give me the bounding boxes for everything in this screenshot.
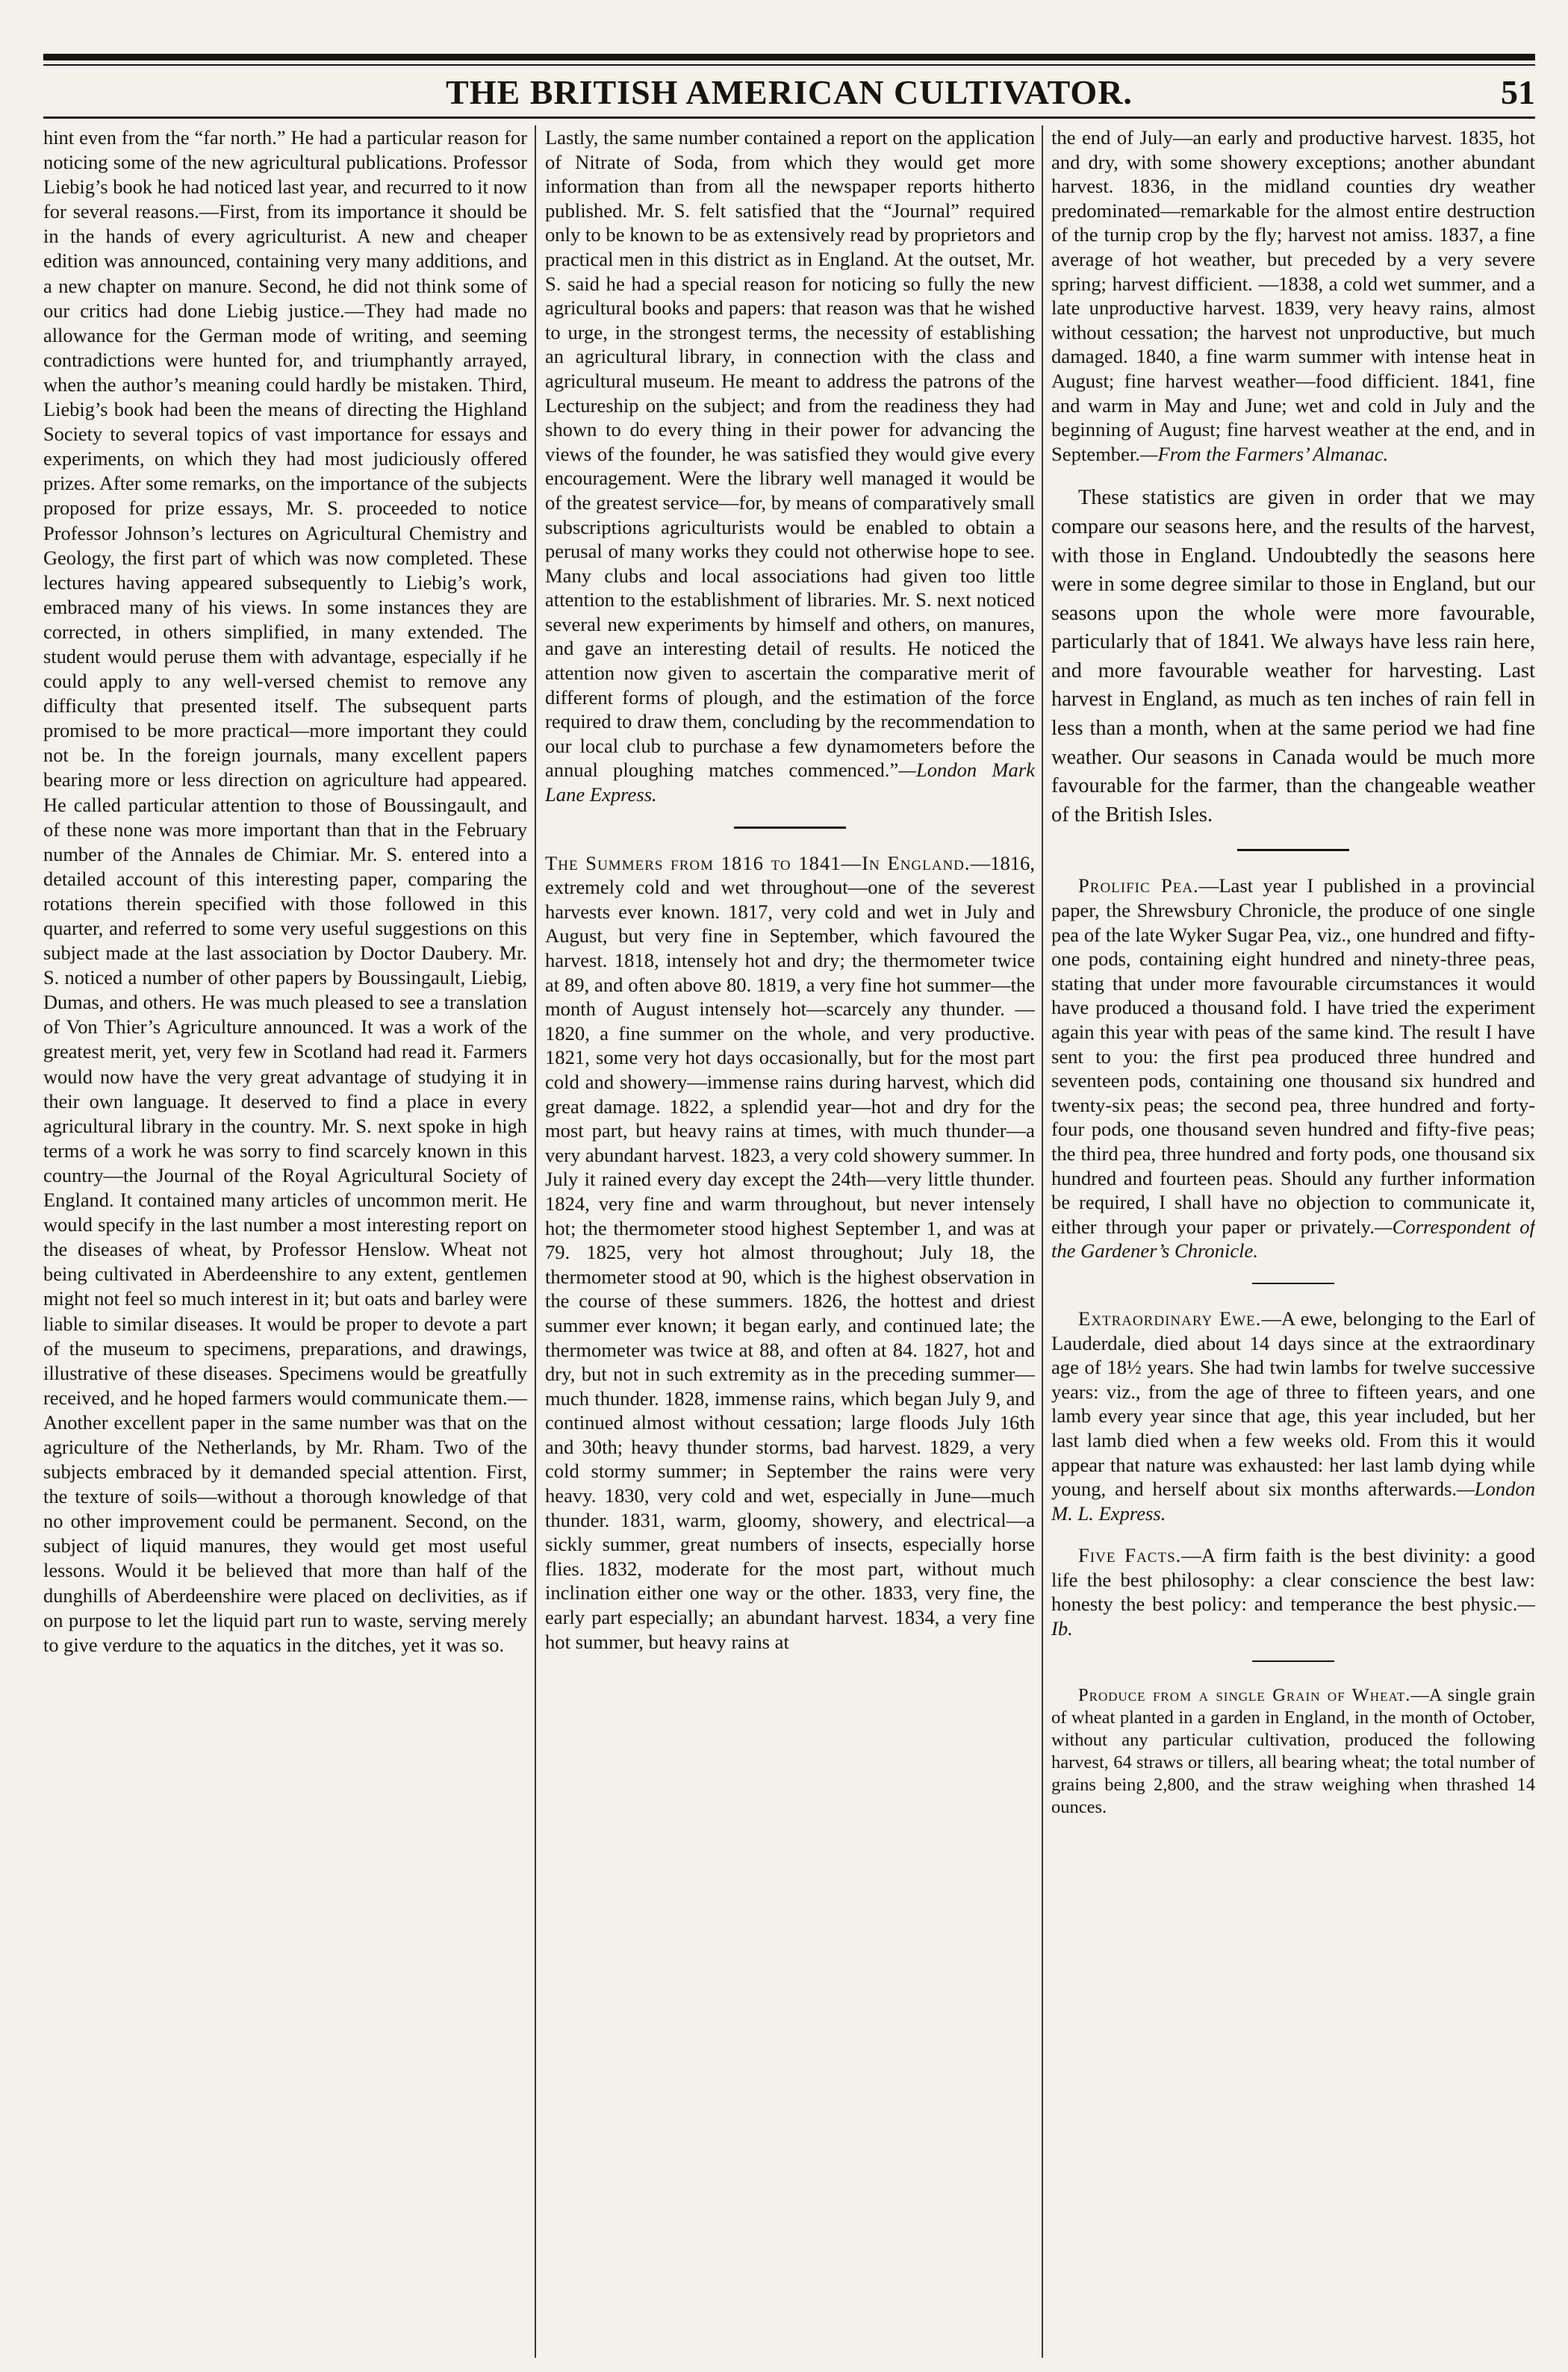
article-summers-continued [1051,125,1535,466]
header-rule-bottom [43,116,1535,119]
wheat-heading: Produce from a single Grain of Wheat. [1078,1684,1411,1705]
header-rule-top [43,54,1535,60]
column-3 [1051,125,1535,2358]
separator [1252,1660,1334,1662]
ewe-source: —London M. L. Express. [1051,1478,1535,1525]
summers-continued-text [1051,125,1535,466]
page-header [43,72,1535,113]
column-2 [545,125,1035,2358]
header-rule-top-thin [43,64,1535,66]
summers-heading: The Summers from 1816 to 1841—In England. [545,851,971,874]
column-rule-1 [535,125,536,2358]
pea-body: —Last year I published in a provincial paper, the Shrewsbury Chronicle, the produce of one single pea of the late Wyker Sugar Pea, viz., one hundred and fifty-one pods, containing eight hundred and ninety-three peas, stating that under more favourable circumstances it would have produced a thousand fold. I have tried the experiment again this year with peas of the same kind. The result I have sent to you: the first pea produced three hundred and seventeen pods, containing one thousand six hundred and twenty-six peas; the second pea, three hundred and forty-four pods, one thousand seven hundred and fifty-five peas; the third pea, three hundred and forty pods, one thousand six hundred and fourteen peas. Should any further information be required, I shall have no objection to communicate it, either through your paper or privately. [1051,874,1535,1238]
page-number: 51 [1501,73,1535,111]
nitrate-body: Lastly, the same number contained a report on the application of Nitrate of Soda, from which they would get more information than from all the newspaper reports hitherto published. Mr. S. felt satisfied that the “Journal” required only to be known to be as extensively read by proprietors and practical men in this district as in England. At the outset, Mr. S. said he had a special reason for noticing so fully the new agricultural books and papers: that reason was that he wished to urge, in the strongest terms, the necessity of establishing an agricultural library, in connection with the class and agricultural museum. He meant to address the patrons of the Lectureship on the subject; and from the readiness they had shown to do every thing in their power for advancing the views of the founder, he was satisfied they would give every encouragement. Were the library well managed it would be of the greatest service—for, by means of comparatively small subscriptions agriculturists would be enabled to obtain a perusal of many works they could not otherwise hope to see. Many clubs and local associations had given too little attention to the establishment of libraries. Mr. S. next noticed several new experiments by himself and others, on manures, and gave an interesting detail of results. He noticed the attention now given to ascertain the comparative merit of different forms of plough, and the estimation of the force required to draw them, concluding by the recommendation to our local club to purchase a few dynamometers before the annual ploughing matches commenced.” [545,126,1035,782]
ewe-body: —A ewe, belonging to the Earl of Lauderdale, died about 14 days since at the extraordinary age of 18½ years. She had twin lambs for twelve successive years: viz., from the age of three to fifteen years, and one lamb every year since that age, this year included, but her last lamb died when a few weeks old. From this it would appear that nature was exhausted: her last lamb dying while young, and herself about six months afterwards. [1051,1307,1535,1501]
pea-source: —Correspondent of the Gardener’s Chronicle. [1051,1215,1535,1263]
separator [1237,849,1349,851]
ewe-text [1051,1307,1535,1525]
article-prolific-pea [1051,874,1535,1263]
summers-text [545,851,1035,1655]
summers-body: —1816, extremely cold and wet throughout—one of the severest harvests ever known. 1817, very cold and wet in July and August, but very fine in September, which favoured the harvest. 1818, intensely hot and dry; the thermometer twice at 89, and often above 80. 1819, a very fine hot summer—the month of August intensely hot—scarcely any thunder. —1820, a fine summer on the whole, and very productive. 1821, some very hot days occasionally, but for the most part cold and showery—immense rains during harvest, which did great damage. 1822, a splendid year—hot and dry for the most part, but heavy rains at times, with much thunder—a very abundant harvest. 1823, a very cold showery summer. In July it rained every day except the 24th—very little thunder. 1824, very fine and warm throughout, but never intensely hot; the thermometer stood highest September 1, and was at 79. 1825, very hot almost throughout; July 18, the thermometer stood at 90, which is the highest observation in the course of these summers. 1826, the hottest and driest summer ever known; it began early, and continued late; the thermometer was twice at 88, and often at 84. 1827, hot and dry, but not in such extremity as in the preceding summer—much thunder. 1828, immense rains, which began July 9, and continued almost without cessation; large floods July 16th and 30th; heavy thunder storms, bad harvest. 1829, a very cold stormy summer; in September the rains were very heavy. 1830, very cold and wet, especially in June—much thunder. 1831, warm, gloomy, showery, and electrical—a sickly summer, great numbers of insects, especially horse flies. 1832, moderate for the most part, without much inclination either one way or the other. 1833, very fine, the early part especially; an abundant harvest. 1834, a very fine hot summer, but heavy rains at [545,851,1035,1653]
ewe-heading: Extraordinary Ewe. [1078,1307,1262,1330]
facts-body: —A firm faith is the best divinity: a good life the best philosophy: a clear conscience the best law: honesty the best policy: and temperance the best physic. [1051,1544,1535,1616]
facts-heading: Five Facts. [1078,1544,1182,1567]
separator [1252,1283,1334,1284]
pea-text [1051,874,1535,1263]
wheat-body: —A single grain of wheat planted in a garden in England, in the month of October, without any particular cultivation, produced the following harvest, 64 straws or tillers, all bearing wheat; the total number of grains being 2,800, and the straw weighing when thrashed 14 ounces. [1051,1684,1535,1817]
article-wheat-grain [1051,1684,1535,1819]
nitrate-text [545,125,1035,807]
article-five-facts [1051,1543,1535,1640]
nitrate-source: —London Mark Lane Express. [545,759,1035,806]
newspaper-title: THE BRITISH AMERICAN CULTIVATOR. [446,73,1133,111]
article-extraordinary-ewe [1051,1307,1535,1525]
lecture-report-text: hint even from the “far north.” He had a particular reason for noticing some of the new agricultural publications. Professor Liebig’s book he had noticed last year, and recurred to it now for several reasons.—First, from its importance it should be in the hands of every agriculturist. A new and cheaper edition was announced, containing very many additions, and a new chapter on manure. Second, he did not think some of our critics had done Liebig justice.—They had made no allowance for the German mode of writing, and seeming contradictions were hunted for, and triumphantly arrayed, when the author’s meaning could hardly be mistaken. Third, Liebig’s book had been the means of directing the Highland Society to several topics of vast importance for essays and experiments, on which they had most judiciously offered prizes. After some remarks, on the importance of the subjects proposed for prize essays, Mr. S. proceeded to notice Professor Johnson’s lectures on Agricultural Chemistry and Geology, the first part of which was now completed. These lectures having appeared subsequently to Liebig’s work, embraced many of his views. In some instances they are corrected, in others simplified, in many extended. The student would peruse them with advantage, especially if he could apply to any well-versed chemist to remove any difficulty that presented itself. The subsequent parts promised to be more practical—more important they could not be. In the foreign journals, many excellent papers bearing more or less direction on agriculture had appeared. He called particular attention to those of Boussingault, and of these none was more important than that in the February number of the Annales de Chimiar. Mr. S. entered into a detailed account of this interesting paper, comparing the rotations therein specified with those followed in this quarter, and referred to some very useful suggestions on this subject made at the last association by Doctor Daubery. Mr. S. noticed a number of other papers by Boussingault, Liebig, Dumas, and others. He was much pleased to see a translation of Von Thier’s Agriculture announced. It was a work of the greatest merit, yet, very few in Scotland had read it. Farmers would now have the very great advantage of studying it in their own language. It deserved to find a place in every agricultural library in the country. Mr. S. next spoke in high terms of a work he was sorry to find scarcely known in this country—the Journal of the Royal Agricultural Society of England. It contained many articles of uncommon merit. He would specify in the last number a most interesting report on the diseases of wheat, by Professor Henslow. Wheat not being cultivated in Aberdeenshire to any extent, gentlemen might not feel so much interest in it; but oats and barley were liable to similar diseases. It would be proper to devote a part of the museum to specimens, preparations, and drawings, illustrative of these diseases. Specimens would be greatfully received, and he hoped farmers would communicate them.—Another excellent paper in the same number was that on the agriculture of the Netherlands, by Mr. Rham. Two of the subjects embraced by it demanded special attention. First, the texture of soils—without a thorough knowledge of that no other improvement could be permanent. Second, on the subject of liquid manures, they would get most useful lessons. Would it be believed that more than half of the dunghills of Aberdeenshire were placed on declivities, as if on purpose to let the liquid part run to waste, serving merely to give verdure to the aquatics in the ditches, yet it was so. [43,126,527,1656]
article-summers [545,851,1035,1655]
column-1 [43,125,527,2358]
summers-continued-body: the end of July—an early and productive harvest. 1835, hot and dry, with some showery exceptions; another abundant harvest. 1836, in the midland counties dry weather predominated—remarkable for the almost entire destruction of the turnip crop by the fly; harvest not amiss. 1837, a fine average of hot weather, but preceded by a very severe spring; harvest difficient. —1838, a cold wet summer, and a late unproductive harvest. 1839, very heavy rains, almost without cessation; the harvest not unproductive, but much damaged. 1840, a fine warm summer with intense heat in August; fine harvest weather—food difficient. 1841, fine and warm in May and June; wet and cold in July and the beginning of August; fine harvest weather at the end, and in September. [1051,126,1535,465]
separator [734,827,846,829]
column-rule-2 [1042,125,1043,2358]
wheat-text [1051,1684,1535,1819]
facts-source: —Ib. [1051,1593,1535,1640]
summers-source: —From the Farmers’ Almanac. [1139,442,1389,465]
statistics-text: These statistics are given in order that we may compare our seasons here, and the results of the harvest, with those in England. Undoubtedly the seasons here were in some degree similar to those in England, but our seasons upon the whole were more favourable, particularly that of 1841. We always have less rain here, and more favourable weather for harvesting. Last harvest in England, as much as ten inches of rain fell in less than a month, when at the same period we had fine weather. Our seasons in Canada would be much more favourable for the farmer, than the changeable weather of the British Isles. [1051,486,1535,827]
pea-heading: Prolific Pea. [1078,874,1199,897]
article-nitrate [545,125,1035,807]
facts-text [1051,1543,1535,1640]
article-statistics [1051,484,1535,829]
